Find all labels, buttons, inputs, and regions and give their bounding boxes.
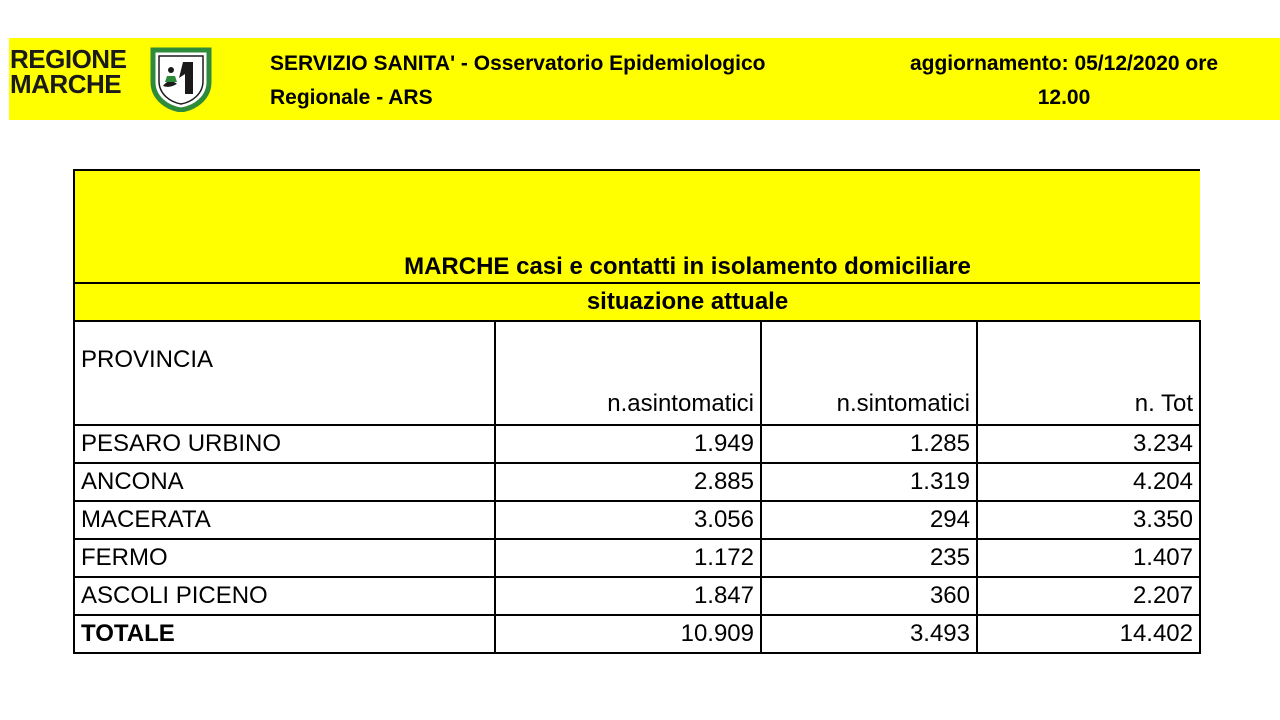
isolation-table [73, 169, 1201, 654]
shield-icon [149, 46, 213, 112]
column-header-provincia: PROVINCIA [74, 321, 495, 425]
update-line-1: aggiornamento: 05/12/2020 ore [909, 52, 1219, 75]
table-title: MARCHE casi e contatti in isolamento domiciliare [74, 170, 1200, 283]
table-row [74, 501, 1200, 539]
column-header-tot: n. Tot [977, 321, 1200, 425]
table-subtitle: situazione attuale [74, 283, 1200, 321]
total-row [74, 615, 1200, 653]
cell-provincia: FERMO [74, 539, 495, 577]
service-title [270, 47, 870, 115]
update-line-2: 12.00 [1037, 86, 1091, 109]
table-row [74, 463, 1200, 501]
cell-sintomatici: 1.285 [761, 425, 977, 463]
cell-sintomatici: 1.319 [761, 463, 977, 501]
cell-asintomatici: 2.885 [495, 463, 761, 501]
header-banner [9, 38, 1280, 120]
cell-tot: 3.350 [977, 501, 1200, 539]
cell-total-tot: 14.402 [977, 615, 1200, 653]
cell-tot: 3.234 [977, 425, 1200, 463]
cell-total-asintomatici: 10.909 [495, 615, 761, 653]
table-row [74, 425, 1200, 463]
cell-provincia: PESARO URBINO [74, 425, 495, 463]
table-row [74, 577, 1200, 615]
cell-provincia: ASCOLI PICENO [74, 577, 495, 615]
cell-sintomatici: 294 [761, 501, 977, 539]
cell-sintomatici: 360 [761, 577, 977, 615]
cell-asintomatici: 1.847 [495, 577, 761, 615]
column-header-row [74, 321, 1200, 425]
cell-tot: 4.204 [977, 463, 1200, 501]
regione-marche-logo [9, 44, 219, 114]
cell-asintomatici: 3.056 [495, 501, 761, 539]
logo-line-2: MARCHE [10, 69, 122, 99]
service-line-1: SERVIZIO SANITA' - Osservatorio Epidemiologico [270, 52, 766, 75]
cell-tot: 2.207 [977, 577, 1200, 615]
table-title-row [74, 170, 1200, 283]
table-row [74, 539, 1200, 577]
logo-line-1: REGIONE [10, 44, 127, 74]
cell-provincia: MACERATA [74, 501, 495, 539]
cell-totale-label: TOTALE [74, 615, 495, 653]
logo-text [10, 44, 127, 99]
column-header-asintomatici: n.asintomatici [495, 321, 761, 425]
cell-asintomatici: 1.172 [495, 539, 761, 577]
service-line-2: Regionale - ARS [270, 86, 433, 109]
column-header-sintomatici: n.sintomatici [761, 321, 977, 425]
update-timestamp [871, 47, 1257, 115]
cell-sintomatici: 235 [761, 539, 977, 577]
cell-tot: 1.407 [977, 539, 1200, 577]
cell-asintomatici: 1.949 [495, 425, 761, 463]
cell-provincia: ANCONA [74, 463, 495, 501]
cell-total-sintomatici: 3.493 [761, 615, 977, 653]
table-subtitle-row [74, 283, 1200, 321]
